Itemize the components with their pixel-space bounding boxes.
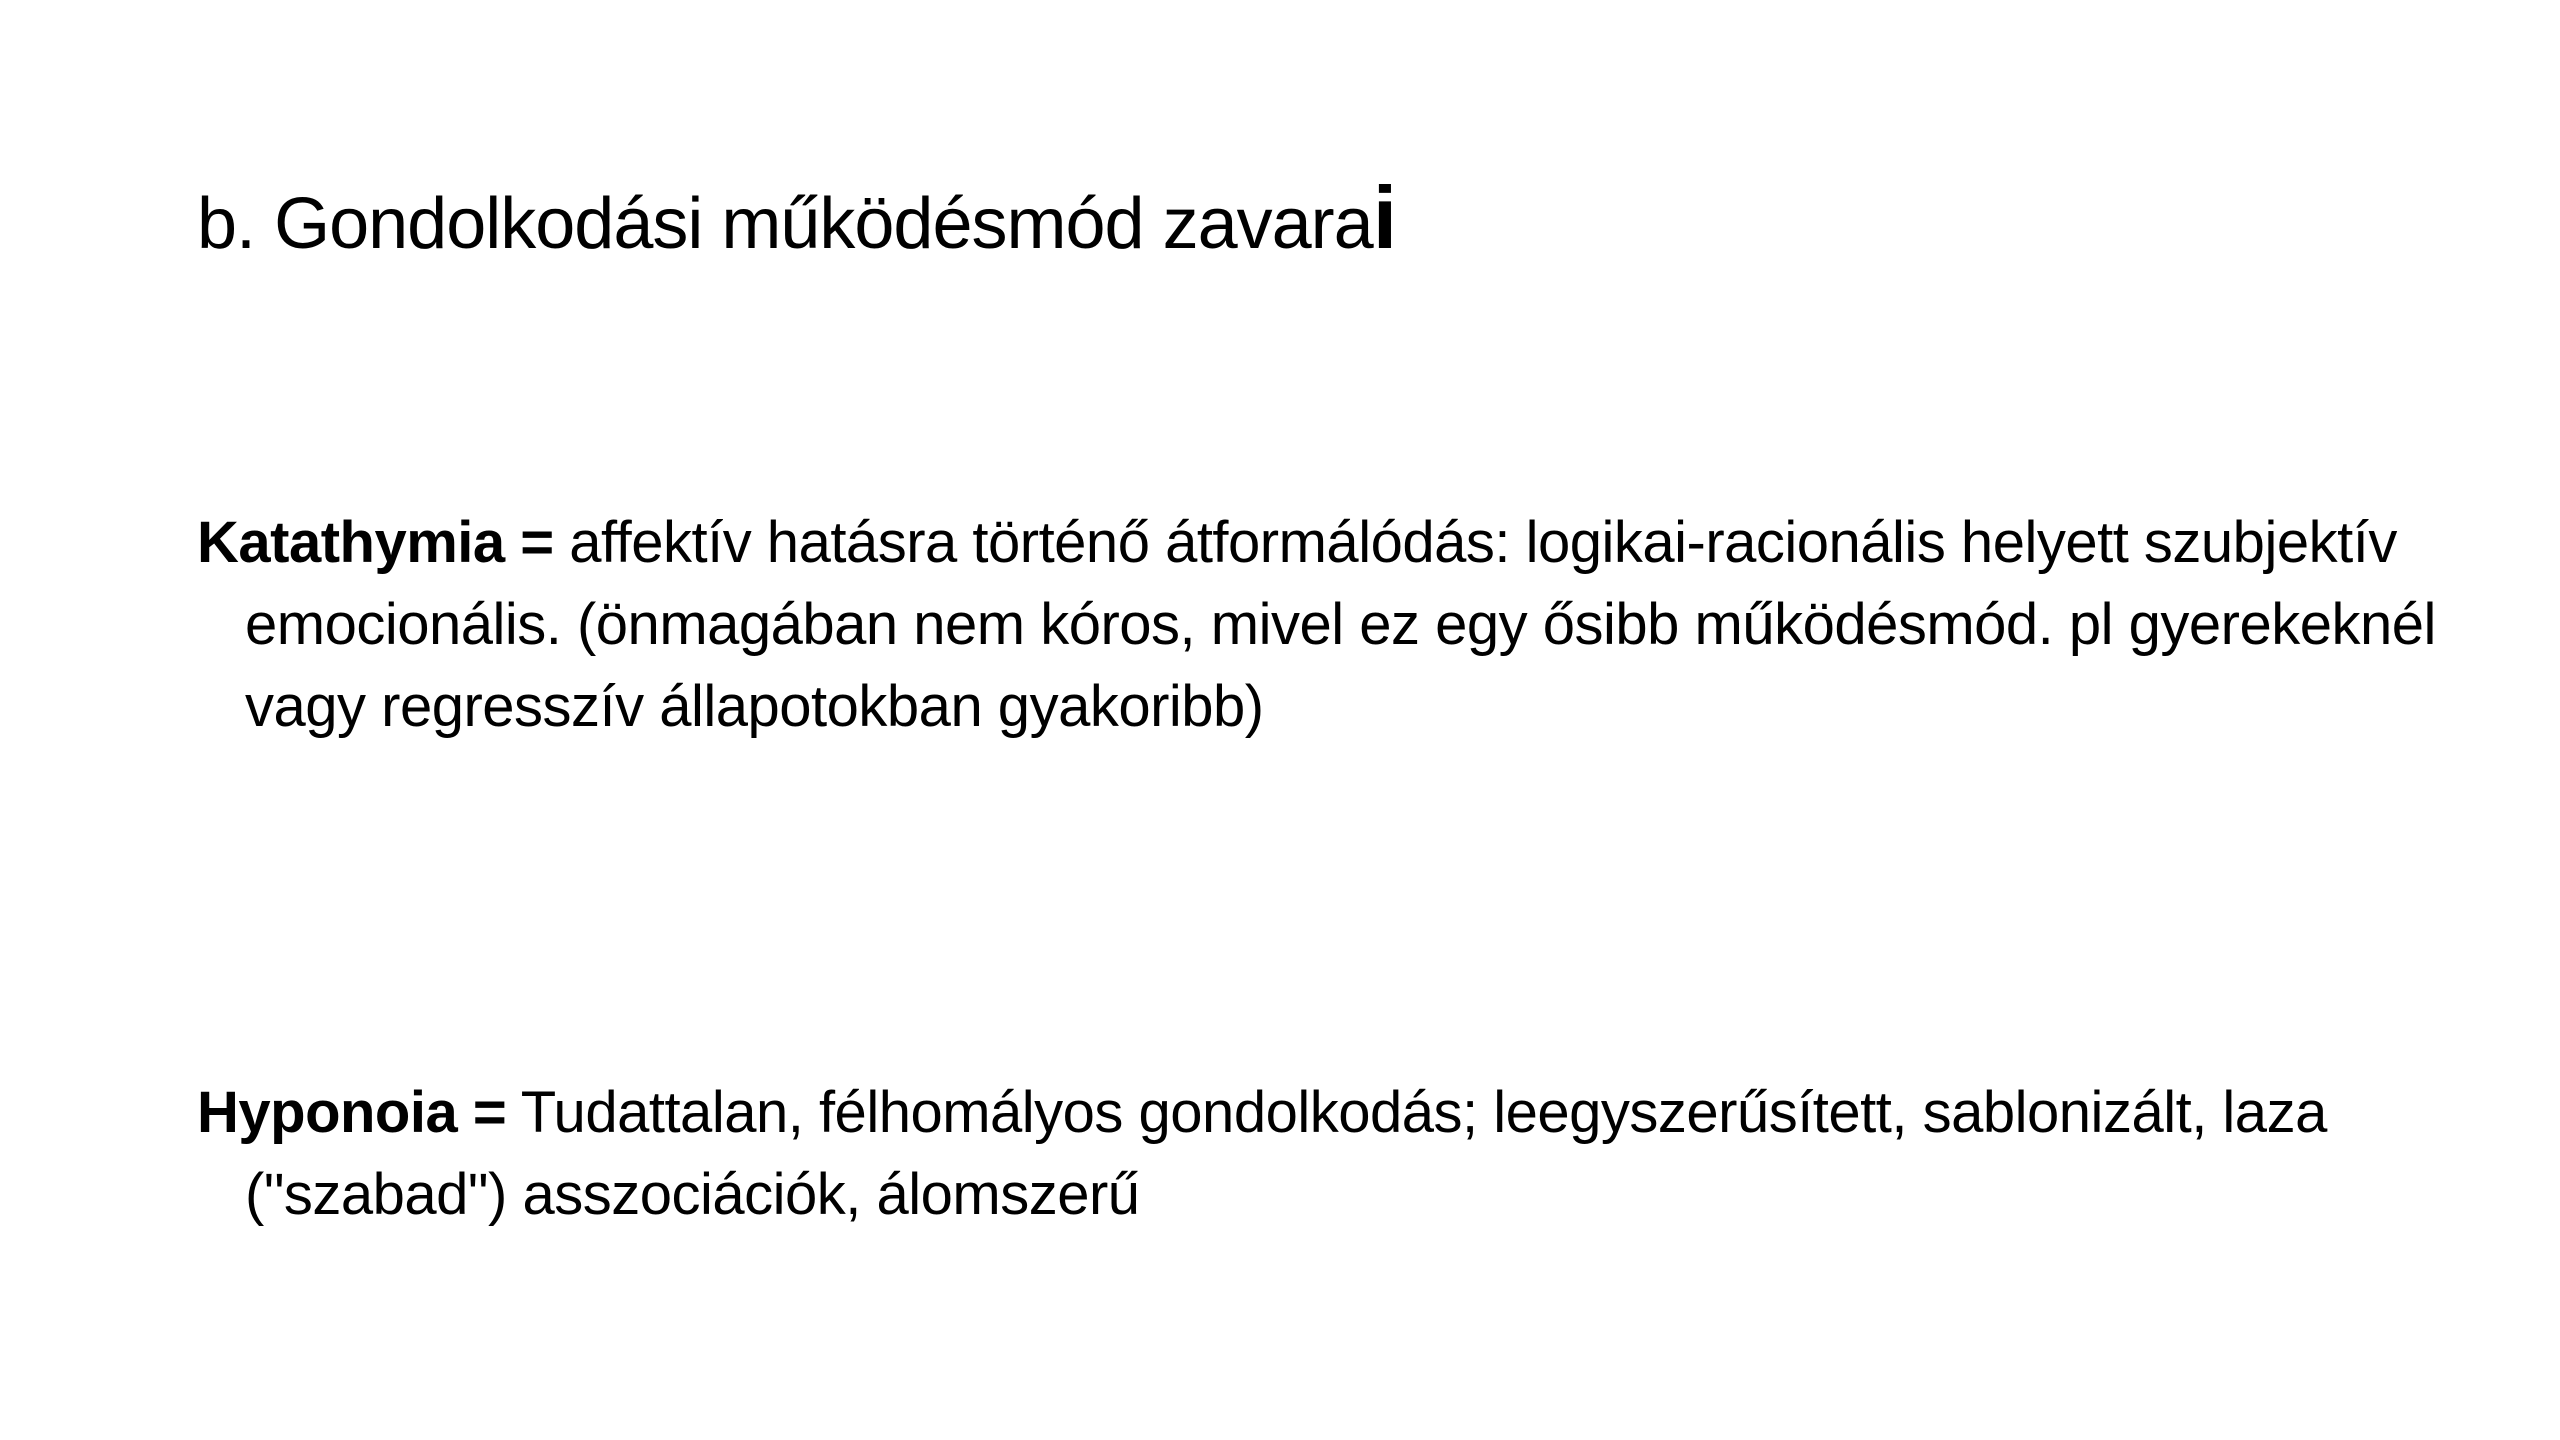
slide-title-prefix: b. [197, 184, 275, 264]
definition-text: Tudattalan, félhomályos gondolkodás; leegyszerűsített, sablonizált, laza ("szabad") asszociációk, álomszerű [245, 1080, 2327, 1227]
definition-hyponoia [197, 1072, 2445, 1236]
definition-term: Katathymia = [197, 510, 554, 575]
definition-text: affektív hatásra történő átformálódás: logikai-racionális helyett szubjektív emocionális. (önmagában nem kóros, mivel ez egy ősibb működésmód. pl gyerekeknél vagy regresszív állapotokban gyakoribb) [245, 510, 2436, 739]
definition-katathymia [197, 502, 2445, 748]
definition-term: Hyponoia = [197, 1080, 507, 1145]
slide-title-main: Gondolkodási működésmód zavara [274, 184, 1373, 264]
slide-title [197, 168, 1396, 274]
slide-title-suffix: i [1372, 168, 1397, 267]
